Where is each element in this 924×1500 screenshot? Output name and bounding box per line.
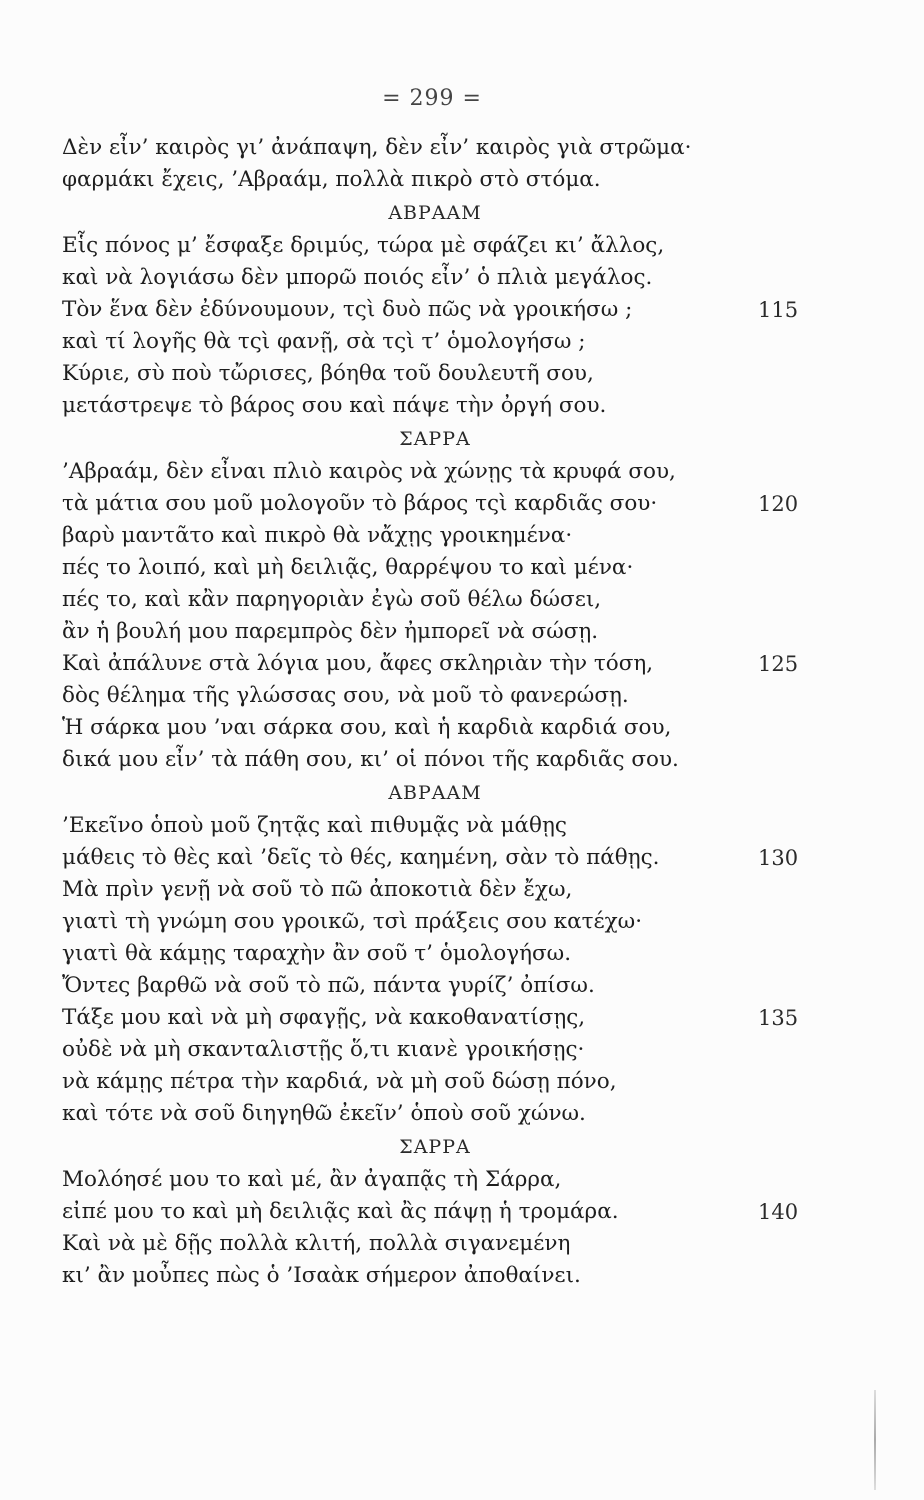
verse-line xyxy=(62,712,822,744)
verse-text: εἰπέ μου το καὶ μὴ δειλιᾷς καὶ ἂς πάψῃ ἡ τρομάρα. xyxy=(62,1199,619,1224)
verse-line xyxy=(62,1164,822,1196)
verse-line xyxy=(62,1260,822,1292)
verse-text: δικά μου εἶν’ τὰ πάθη σου, κι’ οἱ πόνοι τῆς καρδιᾶς σου. xyxy=(62,747,679,772)
verse-line xyxy=(62,326,822,358)
verse-line xyxy=(62,1066,822,1098)
verse-text: γιατὶ θὰ κάμῃς ταραχὴν ἂν σοῦ τ’ ὁμολογήσω. xyxy=(62,941,572,966)
verse-line xyxy=(62,262,822,294)
verse-line xyxy=(62,938,822,970)
verse-line xyxy=(62,584,822,616)
poem-text xyxy=(62,132,822,1292)
verse-text: ἂν ἡ βουλή μου παρεμπρὸς δὲν ἠμπορεῖ νὰ σώσῃ. xyxy=(62,619,599,644)
verse-text: καὶ τί λογῆς θὰ τςὶ φανῇ, σὰ τςὶ τ’ ὁμολογήσω ; xyxy=(62,329,586,354)
speaker-name: ΣΑΡΡΑ xyxy=(399,1136,471,1158)
verse-line xyxy=(62,132,822,164)
verse-text: μετάστρεψε τὸ βάρος σου καὶ πάψε τὴν ὀργή σου. xyxy=(62,393,607,418)
verse-line xyxy=(62,810,822,842)
page-edge-shadow xyxy=(874,1390,876,1490)
line-number: 130 xyxy=(758,846,799,870)
verse-line xyxy=(62,842,822,874)
verse-text: Κύριε, σὺ ποὺ τὤρισες, βόηθα τοῦ δουλευτῆ σου, xyxy=(62,361,594,386)
verse-line xyxy=(62,648,822,680)
speaker-name: ΑΒΡΑΑΜ xyxy=(388,782,482,804)
verse-line xyxy=(62,294,822,326)
verse-text: Μὰ πρὶν γενῇ νὰ σοῦ τὸ πῶ ἀποκοτιὰ δὲν ἔχω, xyxy=(62,877,573,902)
verse-text: Καὶ ἀπάλυνε στὰ λόγια μου, ἄφες σκληριὰν τὴν τόση, xyxy=(62,651,654,676)
verse-text: Εἷς πόνος μ’ ἔσφαξε δριμύς, τώρα μὲ σφάζει κι’ ἄλλος, xyxy=(62,233,665,258)
verse-text: κι’ ἂν μοὖπες πὼς ὁ ’Ισαὰκ σήμερον ἀποθαίνει. xyxy=(62,1263,581,1288)
verse-line xyxy=(62,1034,822,1066)
verse-text: νὰ κάμῃς πέτρα τὴν καρδιά, νὰ μὴ σοῦ δώσῃ πόνο, xyxy=(62,1069,617,1094)
verse-line xyxy=(62,1098,822,1130)
verse-text: Δὲν εἶν’ καιρὸς γι’ ἀνάπαψη, δὲν εἶν’ καιρὸς γιὰ στρῶμα· xyxy=(62,135,692,160)
verse-text: Τάξε μου καὶ νὰ μὴ σφαγῇς, νὰ κακοθανατίσῃς, xyxy=(62,1005,586,1030)
verse-line xyxy=(62,164,822,196)
verse-line xyxy=(62,456,822,488)
verse-text: Ἡ σάρκα μου ’ναι σάρκα σου, καὶ ἡ καρδιὰ καρδιά σου, xyxy=(62,715,672,740)
verse-text: οὐδὲ νὰ μὴ σκανταλιστῇς ὅ,τι κιανὲ γροικήσῃς· xyxy=(62,1037,585,1062)
verse-line xyxy=(62,1196,822,1228)
verse-line xyxy=(62,680,822,712)
verse-line xyxy=(62,744,822,776)
verse-line xyxy=(62,520,822,552)
verse-text: φαρμάκι ἔχεις, ’Αβραάμ, πολλὰ πικρὸ στὸ στόμα. xyxy=(62,167,601,192)
line-number: 115 xyxy=(758,298,799,322)
verse-line xyxy=(62,970,822,1002)
line-number: 125 xyxy=(758,652,799,676)
speaker-name: ΣΑΡΡΑ xyxy=(399,428,471,450)
page-number: = 299 = xyxy=(382,86,482,111)
verse-line xyxy=(62,1228,822,1260)
verse-text: ’Εκεῖνο ὁποὺ μοῦ ζητᾷς καὶ πιθυμᾷς νὰ μάθῃς xyxy=(62,813,567,838)
verse-text: Μολόησέ μου το καὶ μέ, ἂν ἀγαπᾷς τὴ Σάρρα, xyxy=(62,1167,562,1192)
line-number: 120 xyxy=(758,492,799,516)
verse-line xyxy=(62,552,822,584)
verse-line xyxy=(62,906,822,938)
verse-line xyxy=(62,488,822,520)
verse-text: τὰ μάτια σου μοῦ μολογοῦν τὸ βάρος τςὶ καρδιᾶς σου· xyxy=(62,491,658,516)
verse-text: Ὄντες βαρθῶ νὰ σοῦ τὸ πῶ, πάντα γυρίζ’ ὀπίσω. xyxy=(62,973,595,998)
verse-line xyxy=(62,358,822,390)
verse-text: βαρὺ μαντᾶτο καὶ πικρὸ θὰ νἄχῃς γροικημένα· xyxy=(62,523,573,548)
verse-line xyxy=(62,616,822,648)
line-number: 135 xyxy=(758,1006,799,1030)
verse-text: καὶ νὰ λογιάσω δὲν μπορῶ ποιός εἶν’ ὁ πλιὰ μεγάλος. xyxy=(62,265,653,290)
verse-text: Καὶ νὰ μὲ δῇς πολλὰ κλιτή, πολλὰ σιγανεμένη xyxy=(62,1231,571,1256)
verse-text: καὶ τότε νὰ σοῦ διηγηθῶ ἐκεῖν’ ὁποὺ σοῦ χώνω. xyxy=(62,1101,586,1126)
verse-line xyxy=(62,1002,822,1034)
verse-text: πές το λοιπό, καὶ μὴ δειλιᾷς, θαρρέψου το καὶ μένα· xyxy=(62,555,634,580)
speaker-name: ΑΒΡΑΑΜ xyxy=(388,202,482,224)
verse-text: πές το, καὶ κἂν παρηγοριὰν ἐγὼ σοῦ θέλω δώσει, xyxy=(62,587,602,612)
verse-line xyxy=(62,874,822,906)
verse-text: ’Αβραάμ, δὲν εἶναι πλιὸ καιρὸς νὰ χώνῃς τὰ κρυφά σου, xyxy=(62,459,676,484)
verse-line xyxy=(62,230,822,262)
verse-line xyxy=(62,390,822,422)
verse-text: δὸς θέλημα τῆς γλώσσας σου, νὰ μοῦ τὸ φανερώσῃ. xyxy=(62,683,629,708)
verse-text: γιατὶ τὴ γνώμη σου γροικῶ, τσὶ πράξεις σου κατέχω· xyxy=(62,909,643,934)
verse-text: Τὸν ἕνα δὲν ἐδύνουμουν, τςὶ δυὸ πῶς νὰ γροικήσω ; xyxy=(62,297,633,322)
verse-text: μάθεις τὸ θὲς καὶ ’δεῖς τὸ θές, καημένη, σὰν τὸ πάθῃς. xyxy=(62,845,660,870)
line-number: 140 xyxy=(758,1200,799,1224)
